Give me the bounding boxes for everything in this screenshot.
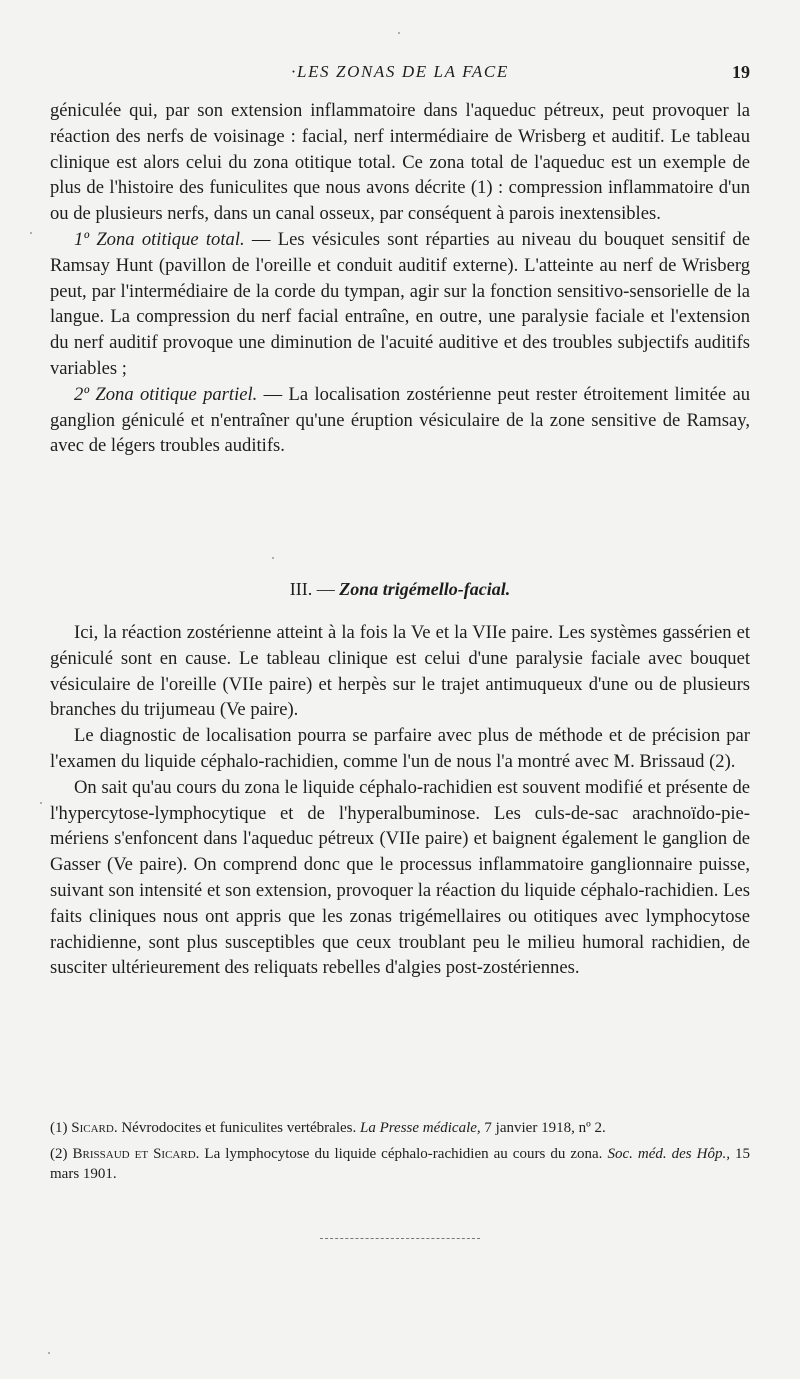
footnote-author: Sicard. — [71, 1120, 118, 1136]
paragraph: Le diagnostic de localisation pourra se parfaire avec plus de méthode et de précision par l'examen du liquide céphalo-rachidien, comme l'un de nous l'a montré avec M. Brissaud (2). — [50, 725, 750, 772]
footnote-journal: La Presse médicale, — [360, 1120, 481, 1136]
body-text-top — [50, 98, 750, 459]
paragraph-zona-otitique-total — [50, 227, 750, 382]
paragraph-zona-otitique-partiel — [50, 382, 750, 459]
footnote-text: La lymphocytose du liquide céphalo-rachidien au cours du zona. — [199, 1146, 608, 1162]
footnote-mark: (2) — [50, 1146, 68, 1162]
section-heading — [50, 579, 750, 600]
footnote-mark: (1) — [50, 1120, 68, 1136]
section-number: III. — — [289, 579, 340, 599]
running-head — [50, 62, 750, 88]
footnote — [50, 1118, 750, 1138]
paragraph-lead: 2º Zona otitique partiel. — [74, 383, 258, 405]
section-title: Zona trigémello-facial. — [339, 579, 511, 599]
end-rule — [320, 1238, 480, 1239]
paragraph: Ici, la réaction zostérienne atteint à la fois la Ve et la VIIe paire. Les systèmes gassérien et géniculé sont en cause. Le tableau clinique est celui d'une paralysie faciale avec bouquet vésiculaire de l'oreille (VIIe paire) et herpès sur le trajet antimuqueux d'une ou de plusieurs branches du trijumeau (Ve paire). — [50, 622, 750, 721]
footnote-author: Brissaud et Sicard. — [72, 1146, 200, 1162]
scan-speck — [48, 1352, 50, 1354]
footnote-rest: 7 janvier 1918, nº 2. — [480, 1120, 606, 1136]
footnote-journal: Soc. méd. des Hôp., — [607, 1146, 730, 1162]
footnote — [50, 1144, 750, 1184]
paragraph-text: — La localisation zostérienne peut rester étroitement limitée au ganglion géniculé et n'entraîner qu'une éruption vésiculaire de la zone sensitive de Ramsay, avec de légers troubles auditifs. — [50, 383, 750, 457]
scan-speck — [40, 802, 42, 804]
paragraph: géniculée qui, par son extension inflammatoire dans l'aqueduc pétreux, peut provoquer la réaction des nerfs de voisinage : facial, nerf intermédiaire de Wrisberg et auditif. Le tableau clinique est alors celui du zona otitique total. Ce zona total de l'aqueduc est un exemple de plus de l'histoire des funiculites que nous avons décrite (1) : compression inflammatoire d'un ou de plusieurs nerfs, dans un canal osseux, par conséquent à parois inextensibles. — [50, 100, 750, 225]
page-number: 19 — [732, 62, 750, 82]
footnote-text: Névrodocites et funiculites vertébrales. — [117, 1120, 360, 1136]
body-text-bottom — [50, 620, 750, 981]
footnote-rest: 15 mars 1901. — [50, 1146, 751, 1182]
paragraph-lead: 1º Zona otitique total. — [74, 228, 245, 250]
paragraph: On sait qu'au cours du zona le liquide céphalo-rachidien est souvent modifié et présente de l'hypercytose-lymphocytique et de l'hyperalbuminose. Les culs-de-sac arachnoïdo-pie-mériens s'enfoncent dans l'aqueduc pétreux (VIIe paire) et baignent également le ganglion de Gasser (Ve paire). On comprend donc que le processus inflammatoire ganglionnaire puisse, suivant son intensité et son extension, provoquer la réaction du liquide céphalo-rachidien. Les faits cliniques nous ont appris que les zonas trigémellaires ou otitiques avec lymphocytose rachidienne, sont plus susceptibles que ceux troublant peu le milieu humoral rachidien, de susciter ultérieurement des reliquats rebelles d'algies post-zostériennes. — [50, 776, 750, 979]
scan-speck — [398, 32, 400, 34]
footnotes — [50, 1118, 750, 1190]
scan-speck — [30, 232, 32, 234]
paragraph-text: — Les vésicules sont réparties au niveau du bouquet sensitif de Ramsay Hunt (pavillon de l'oreille et conduit auditif externe). L'atteinte au nerf de Wrisberg peut, par l'intermédiaire de la corde du tympan, agir sur la fonction sensitivo-sensorielle de la langue. La compression du nerf facial entraîne, en outre, une paralysie faciale et l'extension du nerf auditif provoque une diminution de l'acuité auditive et des troubles subjectifs auditifs variables ; — [50, 228, 750, 379]
running-title: ·LES ZONAS DE LA FACE — [291, 62, 509, 81]
scan-speck — [272, 557, 274, 559]
